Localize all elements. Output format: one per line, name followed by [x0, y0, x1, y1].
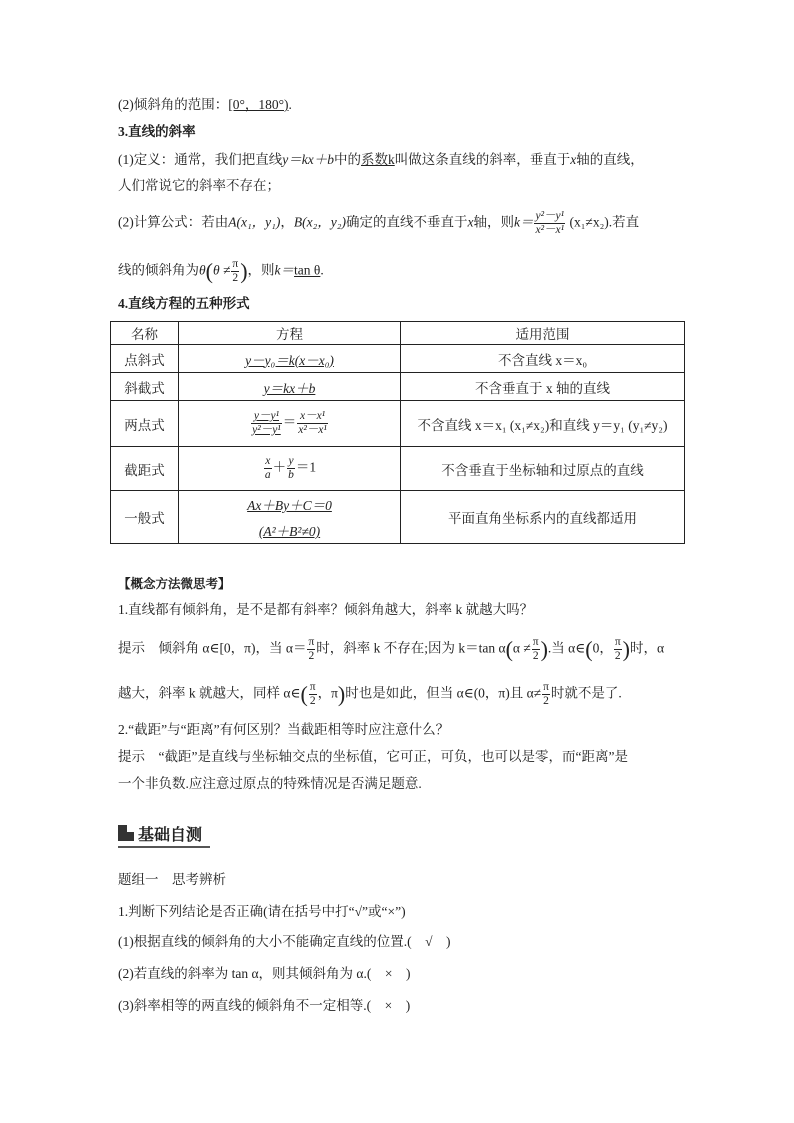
header-name: 名称 [111, 322, 179, 345]
header-equation: 方程 [179, 322, 401, 345]
section-header [118, 822, 202, 844]
table-row: 斜截式 y＝kx＋b 不含垂直于 x 轴的直线 [111, 373, 685, 401]
list-item: (2)若直线的斜率为 tan α，则其倾斜角为 α.( × ) [118, 966, 411, 981]
answer-1: 提示 倾斜角 α∈[0，π)，当 α＝ $\frac{\pi}{2}$ 时，斜率 k 不存在;因为 k＝tan α(α ≠ $\frac{\pi}{2}$ ).当 α∈(0， $\frac{\pi}{2}$ )时，α [118, 636, 665, 662]
slope-fraction: $\frac{\text{y²－y¹}}{\text{x²－x¹}}$ [535, 210, 565, 236]
question-2: 2.“截距”与“距离”有何区别？当截距相等时应注意什么？ [118, 722, 450, 737]
judge-intro: 1.判断下列结论是否正确(请在括号中打“√”或“×”) [118, 904, 406, 919]
question-1: 1.直线都有倾斜角，是不是都有斜率？倾斜角越大，斜率 k 就越大吗？ [118, 602, 534, 617]
table-row: 点斜式 y－y₀＝k(x－x₀) 不含直线 x＝x₀ [111, 345, 685, 373]
angle-range-line: (2)倾斜角的范围：[0°，180°). [118, 97, 292, 112]
heading-five-forms: 4.直线方程的五种形式 [118, 296, 250, 311]
pi-over-two: $\frac{\pi}{2}$ [232, 258, 239, 284]
section-underline [118, 846, 210, 848]
line-equation-forms-table [110, 321, 685, 544]
answer-2-line2: 一个非负数.应注意过原点的特殊情况是否满足题意. [118, 776, 422, 791]
answer-2: 提示 “截距”是直线与坐标轴交点的坐标值，它可正，可负，也可以是零，而“距离”是 [118, 749, 628, 764]
think-title: 【概念方法微思考】 [118, 577, 231, 591]
slope-tan-line: 线的倾斜角为θ(θ ≠ $\frac{\pi}{2}$ )，则k＝tan θ. [118, 258, 324, 284]
table-row: 一般式 Ax＋By＋C＝0 (A²＋B²≠0) 平面直角坐标系内的直线都适用 [111, 491, 685, 544]
heading-slope: 3.直线的斜率 [118, 124, 196, 139]
slope-formula: (2)计算公式：若由A(x₁，y₁)，B(x₂，y₂)确定的直线不垂直于x轴，则k＝ $\frac{\text{y²－y¹}}{\text{x²－x¹}}$ (x₁≠x₂).若直 [118, 210, 640, 236]
slope-definition: (1)定义：通常，我们把直线y＝kx＋b中的系数k叫做这条直线的斜率，垂直于x轴的直线， [118, 152, 644, 167]
table-row: 两点式 $\frac{\text{y－y¹}}{\text{y²－y¹}}$ ＝ $\frac{\text{x－x¹}}{\text{x²－x¹}}$ 不含直线 x＝x₁ (x₁≠x₂)和直线 y＝y₁ (y₁≠y₂) [111, 401, 685, 447]
section-square-icon [118, 825, 134, 841]
list-item: (3)斜率相等的两直线的倾斜角不一定相等.( × ) [118, 998, 411, 1013]
group-title: 题组一 思考辨析 [118, 872, 226, 887]
table-header-row [111, 322, 685, 345]
slope-definition-line2: 人们常说它的斜率不存在； [118, 178, 280, 193]
section-title: 基础自测 [138, 826, 203, 844]
list-item: (1)根据直线的倾斜角的大小不能确定直线的位置.( √ ) [118, 934, 451, 949]
answer-1-line2: 越大，斜率 k 就越大，同样 α∈( $\frac{\pi}{2}$ ，π)时也是如此，但当 α∈(0，π)且 α≠ $\frac{\pi}{2}$ 时就不是了. [118, 681, 622, 707]
header-scope: 适用范围 [401, 322, 685, 345]
coefficient-k: 系数k [360, 152, 395, 167]
table-row: 截距式 $\frac{x}{a}$ ＋ $\frac{y}{b}$ ＝1 不含垂直于坐标轴和过原点的直线 [111, 447, 685, 491]
angle-range: [0°，180°) [228, 97, 289, 112]
